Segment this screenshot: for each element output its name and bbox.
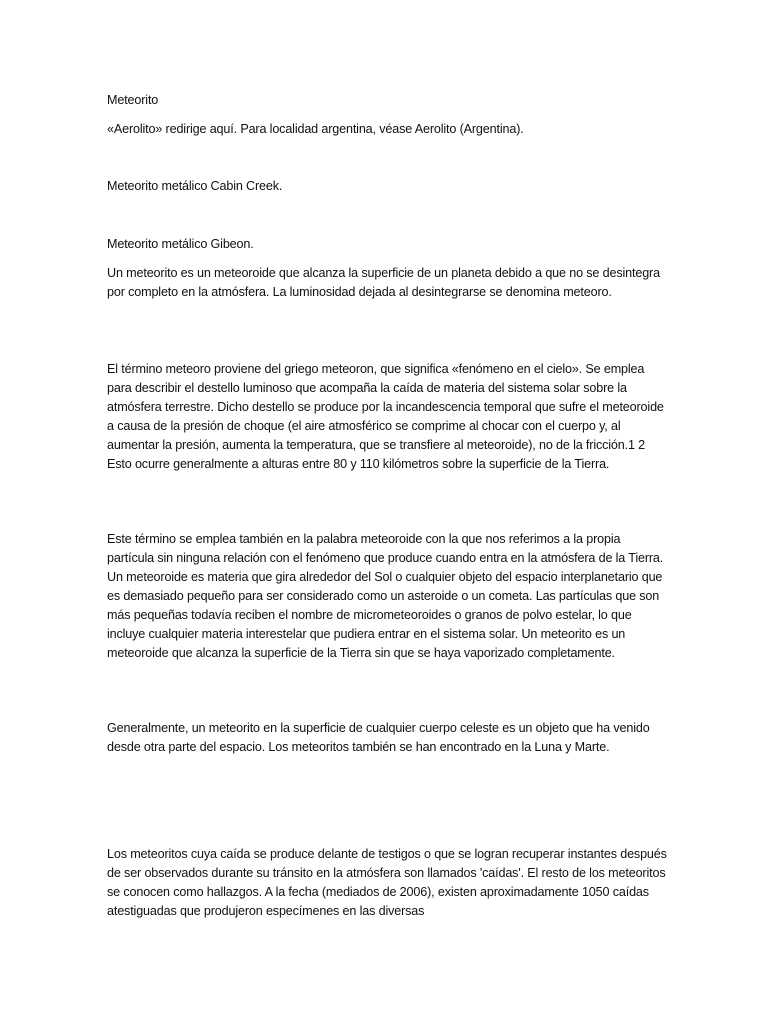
paragraph-2: El término meteoro proviene del griego meteoron, que significa «fenómeno en el cielo». Se emplea para describir el destello luminoso que acompaña la caída de materia del sistema solar sobre la atmósfera terrestre. Dicho destello se produce por la incandescencia temporal que sufre el meteoroide a causa de la presión de choque (el aire atmosférico se comprime al chocar con el cuerpo y, al aumentar la presión, aumenta la temperatura, que se transfiere al meteoroide), no de la fricción.1 2 Esto ocurre generalmente a alturas entre 80 y 110 kilómetros sobre la superficie de la Tierra. [107, 362, 664, 471]
document-title: Meteorito [107, 93, 159, 107]
paragraph-4: Generalmente, un meteorito en la superficie de cualquier cuerpo celeste es un objeto que ha venido desde otra parte del espacio. Los meteoritos también se han encontrado en la Luna y Marte. [107, 721, 650, 754]
paragraph-5: Los meteoritos cuya caída se produce delante de testigos o que se logran recuperar instantes después de ser observados durante su tránsito en la atmósfera son llamados 'caídas'. El resto de los meteoritos se conocen como hallazgos. A la fecha (mediados de 2006), existen aproximadamente 1050 caídas atestiguadas que produjeron especímenes en las diversas [107, 847, 667, 918]
paragraph-1: Un meteorito es un meteoroide que alcanza la superficie de un planeta debido a que no se desintegra por completo en la atmósfera. La luminosidad dejada al desintegrarse se denomina meteoro. [107, 266, 660, 299]
image-caption-cabin-creek: Meteorito metálico Cabin Creek. [107, 179, 283, 193]
image-caption-gibeon: Meteorito metálico Gibeon. [107, 237, 254, 251]
paragraph-3: Este término se emplea también en la palabra meteoroide con la que nos referimos a la propia partícula sin ninguna relación con el fenómeno que produce cuando entra en la atmósfera de la Tierra. Un meteoroide es materia que gira alrededor del Sol o cualquier objeto del espacio interplanetario que es demasiado pequeño para ser considerado como un asteroide o un cometa. Las partículas que son más pequeñas todavía reciben el nombre de micrometeoroides o granos de polvo estelar, lo que incluye cualquier materia interestelar que pudiera entrar en el sistema solar. Un meteorito es un meteoroide que alcanza la superficie de la Tierra sin que se haya vaporizado completamente. [107, 532, 664, 660]
redirect-note: «Aerolito» redirige aquí. Para localidad argentina, véase Aerolito (Argentina). [107, 122, 524, 136]
